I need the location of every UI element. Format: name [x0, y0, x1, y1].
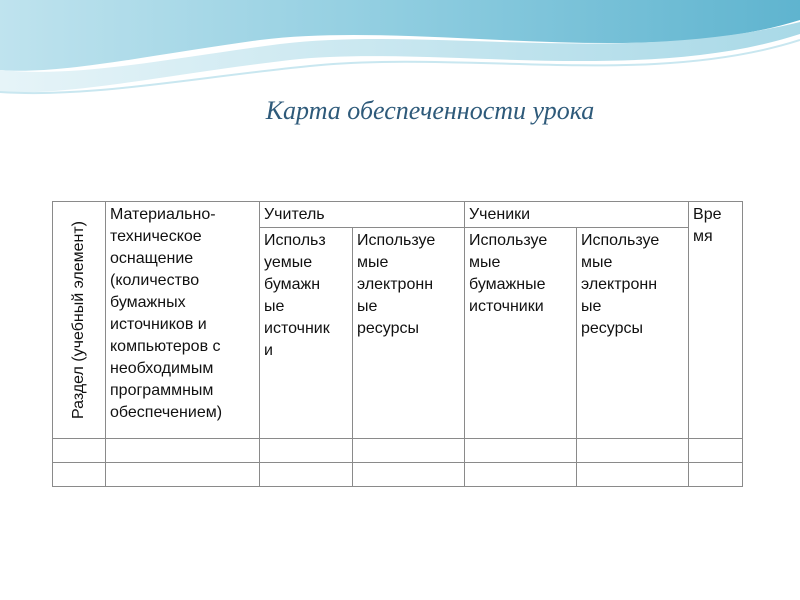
table-cell[interactable] [577, 439, 689, 463]
table-cell[interactable] [106, 439, 260, 463]
table-cell[interactable] [53, 463, 106, 487]
header-teacher-paper: Использ уемые бумажн ые источник и [260, 228, 353, 439]
table-cell[interactable] [465, 463, 577, 487]
table-cell[interactable] [689, 463, 743, 487]
table-cell[interactable] [577, 463, 689, 487]
table-cell[interactable] [106, 463, 260, 487]
header-time: Вре мя [689, 202, 743, 439]
header-teacher-electronic: Используе мые электронн ые ресурсы [353, 228, 465, 439]
table-cell[interactable] [260, 439, 353, 463]
table-header-row [53, 202, 743, 228]
header-section [53, 202, 106, 439]
header-students-group: Ученики [465, 202, 689, 228]
table-cell[interactable] [353, 439, 465, 463]
table-cell[interactable] [465, 439, 577, 463]
table-row [53, 439, 743, 463]
header-equipment: Материально-техническое оснащение (количество бумажных источников и компьютеров с необходимым программным обеспечением) [106, 202, 260, 439]
table-cell[interactable] [260, 463, 353, 487]
table-row [53, 463, 743, 487]
header-teacher-group: Учитель [260, 202, 465, 228]
table-cell[interactable] [689, 439, 743, 463]
header-section-label: Раздел (учебный элемент) [70, 220, 87, 420]
slide-title: Карта обеспеченности урока [265, 96, 595, 125]
header-students-electronic: Используе мые электронн ые ресурсы [577, 228, 689, 439]
header-students-paper: Используе мые бумажные источники [465, 228, 577, 439]
table-cell[interactable] [53, 439, 106, 463]
lesson-provision-table [52, 201, 743, 487]
table-cell[interactable] [353, 463, 465, 487]
